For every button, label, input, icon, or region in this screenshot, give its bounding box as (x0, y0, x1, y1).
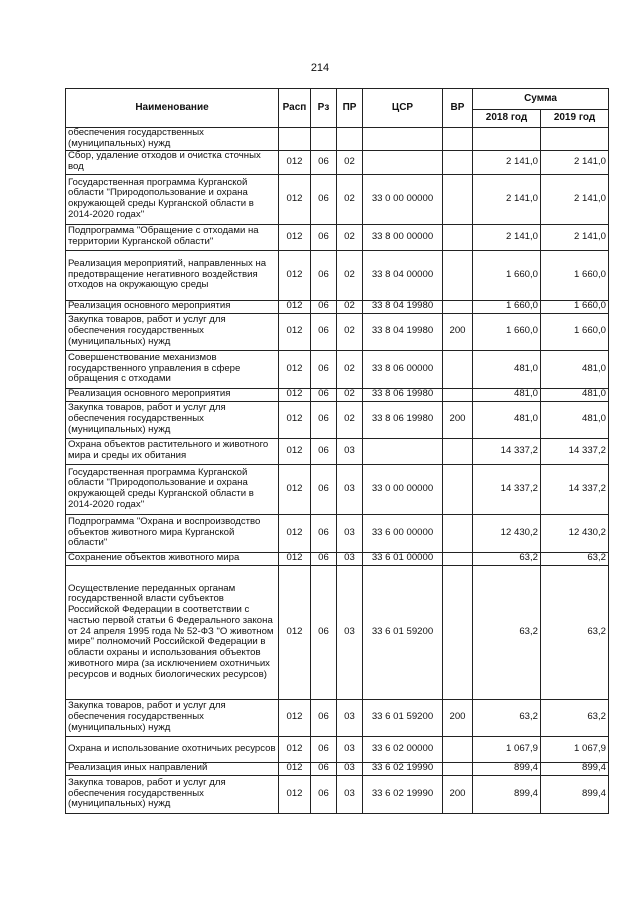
cell-sum-2018: 12 430,2 (473, 514, 541, 552)
cell-name: Охрана и использование охотничьих ресурсов (66, 736, 279, 762)
cell-name: Совершенствование механизмов государственного управления в сфере обращения с отходами (66, 350, 279, 388)
cell-name: Осуществление переданных органам государственной власти субъектов Российской Федерации в соответствии с частью первой статьи 6 Федерального закона от 24 апреля 1995 года № 52-ФЗ "О животном мире" полномочий Российской Федерации в области охраны и использования объектов животного мира (за исключением охотничьих ресурсов и водных биологических ресурсов) (66, 565, 279, 699)
cell-sum-2018: 63,2 (473, 552, 541, 565)
cell-pr: 02 (337, 150, 363, 174)
table-row (66, 224, 609, 250)
cell-csr: 33 6 01 59200 (363, 565, 443, 699)
cell-sum-2018: 14 337,2 (473, 438, 541, 464)
table-row (66, 565, 609, 699)
cell-sum-2018: 1 660,0 (473, 313, 541, 350)
table-row (66, 150, 609, 174)
cell-sum-2019: 63,2 (541, 552, 609, 565)
cell-vr (443, 762, 473, 775)
table-row (66, 250, 609, 300)
cell-rz: 06 (311, 174, 337, 224)
cell-rasp: 012 (279, 300, 311, 313)
cell-name: Государственная программа Курганской области "Природопользование и охрана окружающей среды Курганской области в 2014-2020 годах" (66, 464, 279, 514)
cell-rz: 06 (311, 300, 337, 313)
table-row (66, 775, 609, 813)
cell-sum-2019 (541, 128, 609, 151)
cell-vr (443, 300, 473, 313)
cell-name: Закупка товаров, работ и услуг для обеспечения государственных (муниципальных) нужд (66, 775, 279, 813)
table-row (66, 514, 609, 552)
cell-name: Реализация мероприятий, направленных на предотвращение негативного воздействия отходов на окружающую среды (66, 250, 279, 300)
cell-csr: 33 8 06 00000 (363, 350, 443, 388)
column-header-pr: ПР (337, 89, 363, 128)
cell-sum-2018: 63,2 (473, 699, 541, 736)
cell-name: Государственная программа Курганской области "Природопользование и охрана окружающей среды Курганской области в 2014-2020 годах" (66, 174, 279, 224)
cell-vr (443, 128, 473, 151)
cell-vr: 200 (443, 401, 473, 438)
cell-rz: 06 (311, 464, 337, 514)
cell-rasp: 012 (279, 699, 311, 736)
cell-pr: 02 (337, 300, 363, 313)
cell-csr: 33 6 01 00000 (363, 552, 443, 565)
cell-rz: 06 (311, 388, 337, 401)
table-row (66, 128, 609, 151)
cell-rz: 06 (311, 224, 337, 250)
cell-rasp: 012 (279, 401, 311, 438)
cell-rz: 06 (311, 775, 337, 813)
cell-sum-2019: 2 141,0 (541, 174, 609, 224)
cell-pr: 02 (337, 174, 363, 224)
cell-rasp: 012 (279, 313, 311, 350)
cell-pr: 02 (337, 401, 363, 438)
cell-vr (443, 552, 473, 565)
cell-sum-2019: 899,4 (541, 775, 609, 813)
cell-rasp: 012 (279, 150, 311, 174)
column-header-csr: ЦСР (363, 89, 443, 128)
table-body (66, 128, 609, 814)
column-header-vr: ВР (443, 89, 473, 128)
cell-vr (443, 464, 473, 514)
cell-pr: 03 (337, 565, 363, 699)
cell-sum-2019: 14 337,2 (541, 438, 609, 464)
cell-vr (443, 224, 473, 250)
cell-sum-2018: 1 067,9 (473, 736, 541, 762)
table-row (66, 313, 609, 350)
cell-vr (443, 736, 473, 762)
cell-csr: 33 0 00 00000 (363, 174, 443, 224)
cell-pr: 03 (337, 762, 363, 775)
cell-vr (443, 565, 473, 699)
cell-csr: 33 8 06 19980 (363, 401, 443, 438)
cell-rz: 06 (311, 401, 337, 438)
cell-name: Сбор, удаление отходов и очистка сточных вод (66, 150, 279, 174)
cell-rasp: 012 (279, 388, 311, 401)
cell-sum-2019: 1 067,9 (541, 736, 609, 762)
cell-name: Закупка товаров, работ и услуг для обеспечения государственных (муниципальных) нужд (66, 699, 279, 736)
cell-sum-2019: 1 660,0 (541, 313, 609, 350)
cell-rz: 06 (311, 565, 337, 699)
cell-name: Подпрограмма "Охрана и воспроизводство объектов животного мира Курганской области" (66, 514, 279, 552)
table-row (66, 401, 609, 438)
cell-rasp: 012 (279, 565, 311, 699)
cell-sum-2019: 481,0 (541, 350, 609, 388)
cell-pr: 03 (337, 438, 363, 464)
cell-rz: 06 (311, 350, 337, 388)
table-row (66, 388, 609, 401)
column-header-2019: 2019 год (541, 110, 609, 128)
budget-table (65, 88, 609, 814)
cell-sum-2019: 63,2 (541, 699, 609, 736)
cell-sum-2018: 14 337,2 (473, 464, 541, 514)
cell-name: Сохранение объектов животного мира (66, 552, 279, 565)
cell-sum-2018: 2 141,0 (473, 174, 541, 224)
table-row (66, 736, 609, 762)
cell-name: обеспечения государственных (муниципальных) нужд (66, 128, 279, 151)
cell-sum-2018: 481,0 (473, 350, 541, 388)
cell-sum-2019: 14 337,2 (541, 464, 609, 514)
cell-rz: 06 (311, 438, 337, 464)
cell-vr (443, 514, 473, 552)
cell-name: Реализация основного мероприятия (66, 388, 279, 401)
cell-pr: 03 (337, 775, 363, 813)
table-row (66, 762, 609, 775)
cell-pr: 02 (337, 350, 363, 388)
cell-rz (311, 128, 337, 151)
column-header-sum: Сумма (473, 89, 609, 110)
cell-name: Закупка товаров, работ и услуг для обеспечения государственных (муниципальных) нужд (66, 313, 279, 350)
cell-vr: 200 (443, 313, 473, 350)
cell-csr: 33 8 06 19980 (363, 388, 443, 401)
cell-pr (337, 128, 363, 151)
cell-pr: 02 (337, 224, 363, 250)
cell-vr (443, 388, 473, 401)
table-row (66, 438, 609, 464)
cell-pr: 03 (337, 736, 363, 762)
cell-pr: 03 (337, 464, 363, 514)
cell-csr: 33 8 04 19980 (363, 300, 443, 313)
cell-rasp: 012 (279, 552, 311, 565)
cell-pr: 03 (337, 699, 363, 736)
column-header-name: Наименование (66, 89, 279, 128)
cell-csr: 33 8 04 19980 (363, 313, 443, 350)
column-header-rz: Рз (311, 89, 337, 128)
table-row (66, 464, 609, 514)
cell-sum-2018: 1 660,0 (473, 300, 541, 313)
cell-rz: 06 (311, 250, 337, 300)
cell-rasp: 012 (279, 224, 311, 250)
cell-vr (443, 174, 473, 224)
column-header-rasp: Расп (279, 89, 311, 128)
cell-csr (363, 128, 443, 151)
cell-rasp: 012 (279, 762, 311, 775)
table-row (66, 552, 609, 565)
cell-csr: 33 8 00 00000 (363, 224, 443, 250)
cell-sum-2018: 63,2 (473, 565, 541, 699)
cell-pr: 03 (337, 514, 363, 552)
cell-rz: 06 (311, 762, 337, 775)
cell-sum-2019: 1 660,0 (541, 300, 609, 313)
cell-csr: 33 0 00 00000 (363, 464, 443, 514)
cell-vr (443, 438, 473, 464)
cell-sum-2018: 899,4 (473, 762, 541, 775)
cell-rasp: 012 (279, 514, 311, 552)
cell-rasp: 012 (279, 250, 311, 300)
cell-sum-2019: 2 141,0 (541, 150, 609, 174)
cell-csr: 33 6 02 19990 (363, 775, 443, 813)
table-row (66, 699, 609, 736)
cell-pr: 03 (337, 552, 363, 565)
cell-csr (363, 150, 443, 174)
cell-sum-2019: 63,2 (541, 565, 609, 699)
cell-sum-2018: 899,4 (473, 775, 541, 813)
cell-vr: 200 (443, 699, 473, 736)
cell-pr: 02 (337, 250, 363, 300)
cell-pr: 02 (337, 313, 363, 350)
cell-sum-2018: 481,0 (473, 388, 541, 401)
table-row (66, 350, 609, 388)
cell-rasp: 012 (279, 438, 311, 464)
page-number: 214 (310, 62, 330, 74)
cell-csr: 33 6 02 00000 (363, 736, 443, 762)
cell-vr: 200 (443, 775, 473, 813)
cell-sum-2019: 481,0 (541, 401, 609, 438)
cell-rasp: 012 (279, 350, 311, 388)
cell-rz: 06 (311, 552, 337, 565)
cell-rasp: 012 (279, 736, 311, 762)
cell-sum-2019: 481,0 (541, 388, 609, 401)
cell-rz: 06 (311, 699, 337, 736)
table-row (66, 300, 609, 313)
cell-name: Реализация иных направлений (66, 762, 279, 775)
cell-rz: 06 (311, 514, 337, 552)
cell-rasp (279, 128, 311, 151)
cell-sum-2018: 1 660,0 (473, 250, 541, 300)
cell-pr: 02 (337, 388, 363, 401)
cell-vr (443, 250, 473, 300)
cell-sum-2019: 1 660,0 (541, 250, 609, 300)
cell-rz: 06 (311, 150, 337, 174)
cell-rasp: 012 (279, 174, 311, 224)
cell-name: Подпрограмма "Обращение с отходами на территории Курганской области" (66, 224, 279, 250)
cell-name: Охрана объектов растительного и животного мира и среды их обитания (66, 438, 279, 464)
cell-rasp: 012 (279, 464, 311, 514)
cell-csr (363, 438, 443, 464)
cell-sum-2019: 899,4 (541, 762, 609, 775)
cell-sum-2019: 12 430,2 (541, 514, 609, 552)
cell-csr: 33 8 04 00000 (363, 250, 443, 300)
cell-vr (443, 350, 473, 388)
cell-sum-2018: 2 141,0 (473, 224, 541, 250)
cell-name: Закупка товаров, работ и услуг для обеспечения государственных (муниципальных) нужд (66, 401, 279, 438)
cell-csr: 33 6 02 19990 (363, 762, 443, 775)
cell-csr: 33 6 01 59200 (363, 699, 443, 736)
cell-sum-2018 (473, 128, 541, 151)
cell-rasp: 012 (279, 775, 311, 813)
cell-rz: 06 (311, 736, 337, 762)
cell-sum-2018: 2 141,0 (473, 150, 541, 174)
column-header-2018: 2018 год (473, 110, 541, 128)
cell-sum-2019: 2 141,0 (541, 224, 609, 250)
table-row (66, 174, 609, 224)
cell-csr: 33 6 00 00000 (363, 514, 443, 552)
cell-name: Реализация основного мероприятия (66, 300, 279, 313)
cell-rz: 06 (311, 313, 337, 350)
cell-sum-2018: 481,0 (473, 401, 541, 438)
cell-vr (443, 150, 473, 174)
